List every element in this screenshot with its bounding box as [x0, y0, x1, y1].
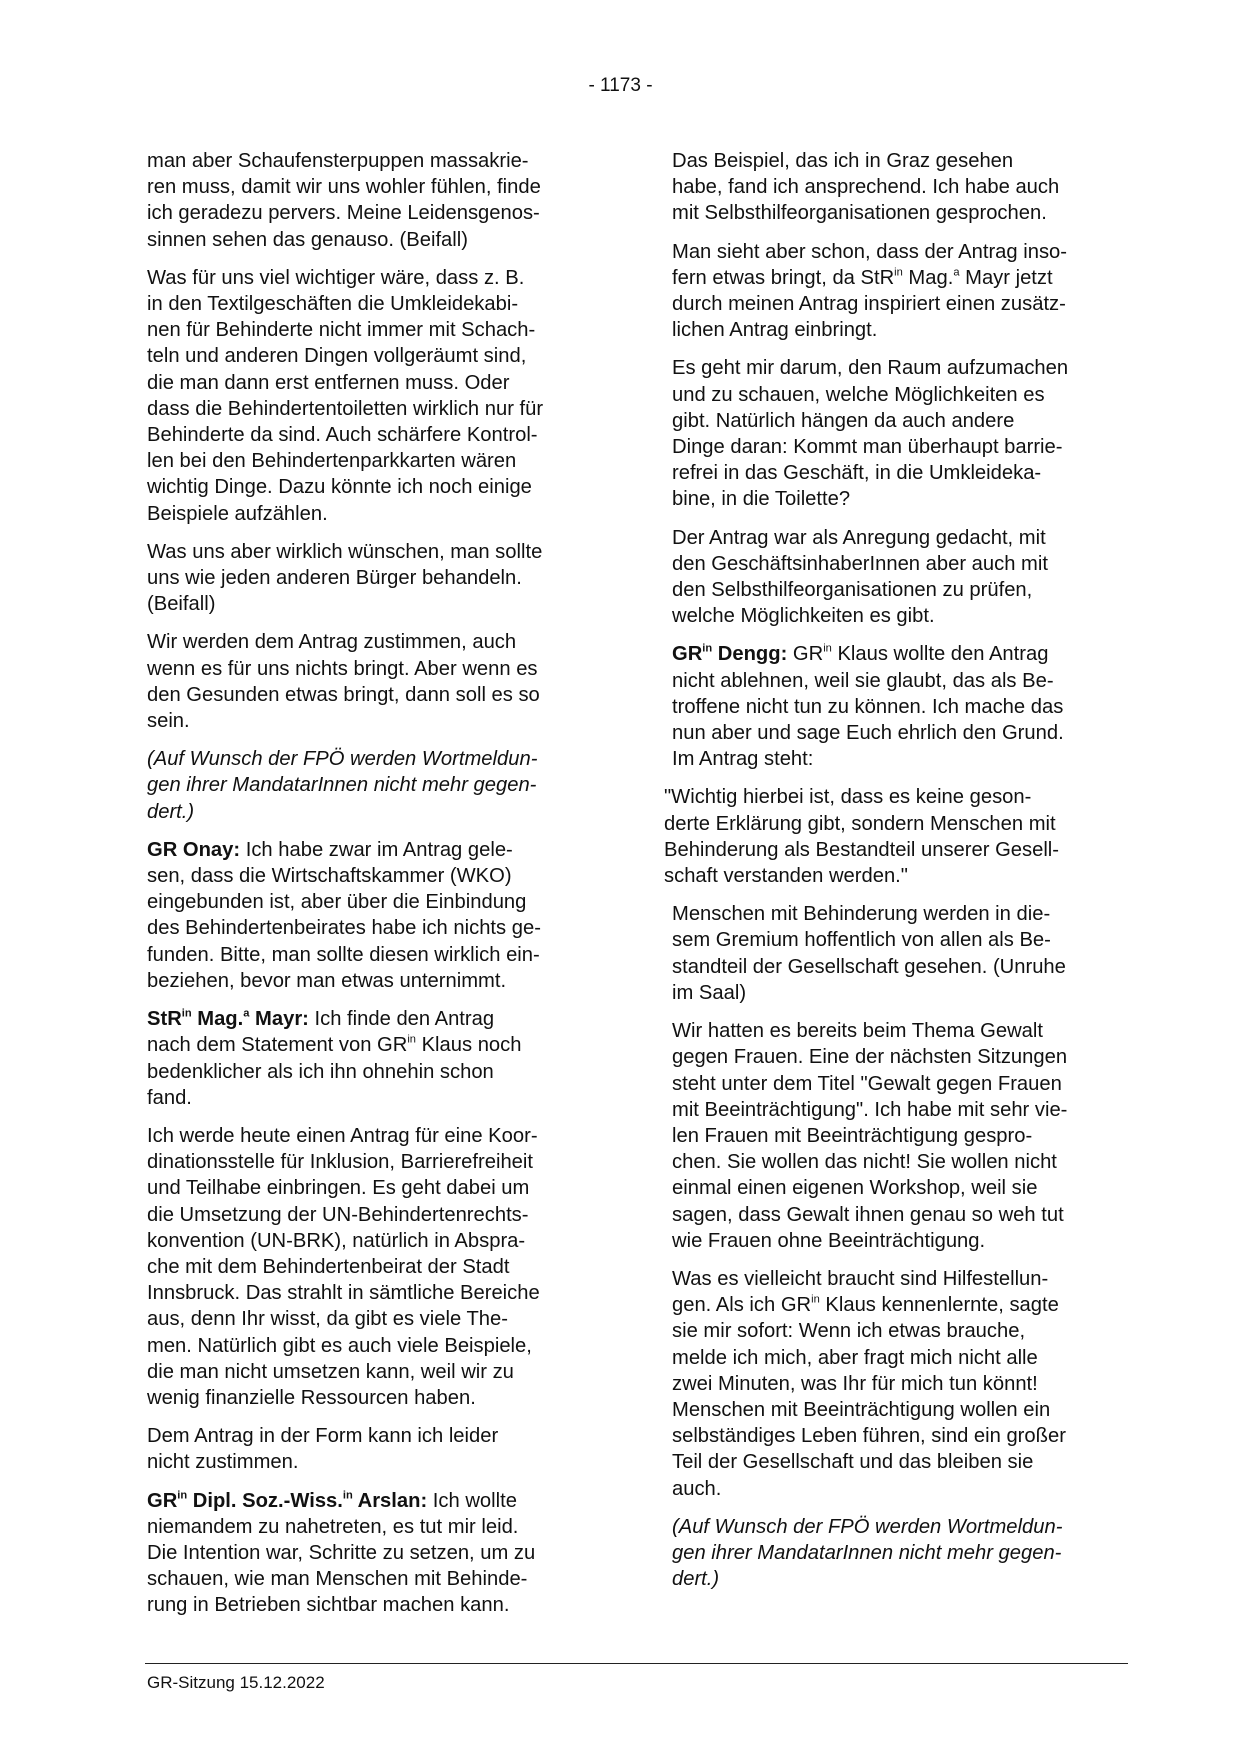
- text-run: StR: [147, 1008, 182, 1031]
- superscript: in: [181, 1007, 192, 1020]
- text-line: schaft verstanden werden.": [664, 865, 908, 888]
- text-line: [672, 293, 1066, 315]
- text-run: GR: [147, 1489, 178, 1512]
- text-line: ich geradezu pervers. Meine Leidensgenos-: [147, 202, 540, 225]
- text-line: und Teilhabe einbringen. Es geht dabei um: [147, 1177, 530, 1200]
- text-line: wie Frauen ohne Beeinträchtigung.: [672, 1229, 986, 1252]
- text-line: wichtig Dinge. Dazu könnte ich noch einige: [147, 476, 532, 499]
- text-line: [672, 1294, 1059, 1316]
- text-line: Was uns aber wirklich wünschen, man sollte: [147, 540, 543, 563]
- speaker-paragraph: [147, 1488, 595, 1619]
- text-run: bedenklicher als ich ihn ohnehin schon: [147, 1060, 494, 1083]
- paragraph: [147, 1423, 595, 1475]
- text-run: Ich finde den Antrag: [308, 1008, 495, 1031]
- text-line: Ich habe zwar im Antrag gele-: [240, 838, 513, 861]
- text-run: selbständiges Leben führen, sind ein großer: [672, 1425, 1066, 1448]
- text-line: aus, denn Ihr wisst, da gibt es viele The-: [147, 1308, 508, 1331]
- text-line: gen ihrer MandatarInnen nicht mehr gegen-: [147, 774, 537, 797]
- superscript: a: [953, 266, 960, 279]
- text-line: sein.: [147, 710, 190, 733]
- text-line: sagen, dass Gewalt ihnen genau so weh tut: [672, 1203, 1064, 1226]
- speaker-name: [147, 1490, 427, 1512]
- text-run: Klaus wollte den Antrag: [831, 643, 1049, 666]
- text-line: [672, 1347, 1038, 1369]
- text-run: Man sieht aber schon, dass der Antrag inso-: [672, 240, 1067, 263]
- right-column: [664, 148, 1120, 1604]
- text-line: [672, 722, 1064, 744]
- text-run: fand.: [147, 1086, 192, 1109]
- speaker-paragraph: [147, 1006, 595, 1111]
- speaker-paragraph: [672, 641, 1120, 772]
- superscript: in: [342, 1489, 353, 1502]
- text-run: Menschen mit Beeinträchtigung wollen ein: [672, 1398, 1051, 1421]
- text-line: len bei den Behindertenparkkarten wären: [147, 450, 517, 473]
- superscript: in: [811, 1293, 820, 1306]
- text-run: auch.: [672, 1477, 722, 1500]
- text-run: durch meinen Antrag inspiriert einen zusätz-: [672, 293, 1066, 316]
- text-line: im Saal): [672, 981, 747, 1004]
- text-run: nach dem Statement von GR: [147, 1034, 408, 1057]
- paragraph: [672, 355, 1120, 512]
- text-line: den GeschäftsinhaberInnen aber auch mit: [672, 552, 1048, 575]
- text-run: nicht ablehnen, weil sie glaubt, das als Be-: [672, 669, 1054, 692]
- text-line: mit Beeinträchtigung". Ich habe mit sehr vie-: [672, 1098, 1068, 1121]
- text-line: che mit dem Behindertenbeirat der Stadt: [147, 1255, 510, 1278]
- text-run: melde ich mich, aber fragt mich nicht alle: [672, 1346, 1038, 1369]
- text-line: Ich werde heute einen Antrag für eine Koor-: [147, 1124, 538, 1147]
- text-run: Mag.: [191, 1008, 244, 1031]
- text-line: man aber Schaufensterpuppen massakrie-: [147, 150, 529, 172]
- text-run: Teil der Gesellschaft und das bleiben sie: [672, 1451, 1034, 1474]
- text-line: [672, 1478, 721, 1500]
- text-line: sen, dass die Wirtschaftskammer (WKO): [147, 865, 512, 888]
- text-line: Das Beispiel, das ich in Graz gesehen: [672, 150, 1014, 172]
- text-line: Behinderte da sind. Auch schärfere Kontrol-: [147, 424, 538, 447]
- paragraph: [147, 1123, 595, 1411]
- superscript: in: [823, 643, 832, 656]
- superscript: a: [243, 1007, 250, 1020]
- text-line: standteil der Gesellschaft gesehen. (Unruhe: [672, 955, 1066, 978]
- text-run: Im Antrag steht:: [672, 748, 814, 771]
- text-line: funden. Bitte, man sollte diesen wirklich ein-: [147, 943, 540, 966]
- text-line: "Wichtig hierbei ist, dass es keine geson-: [664, 786, 1032, 809]
- paragraph: [672, 148, 1120, 227]
- text-line: len Frauen mit Beeinträchtigung gespro-: [672, 1124, 1033, 1147]
- text-run: GR Onay:: [147, 838, 241, 861]
- footer-divider: [145, 1663, 1128, 1664]
- text-line: derte Erklärung gibt, sondern Menschen mit: [664, 812, 1056, 835]
- text-line: dass die Behindertentoiletten wirklich nur für: [147, 397, 544, 420]
- paragraph: [147, 148, 595, 253]
- text-line: [672, 696, 1063, 718]
- text-line: ren muss, damit wir uns wohler fühlen, finde: [147, 176, 541, 199]
- text-run: GR: [672, 643, 703, 666]
- text-line: steht unter dem Titel "Gewalt gegen Frauen: [672, 1072, 1062, 1095]
- stage-direction: [147, 746, 595, 825]
- text-line: [672, 267, 1053, 289]
- text-line: Es geht mir darum, den Raum aufzumachen: [672, 357, 1069, 380]
- text-line: die Umsetzung der UN-Behindertenrechts-: [147, 1203, 529, 1226]
- text-line: [309, 1008, 494, 1030]
- text-line: (Beifall): [147, 593, 216, 616]
- text-line: gegen Frauen. Eine der nächsten Sitzungen: [672, 1046, 1068, 1069]
- text-run: zwei Minuten, was Ihr für mich tun könnt!: [672, 1372, 1038, 1395]
- text-line: [147, 1061, 494, 1083]
- paragraph: [672, 1018, 1120, 1254]
- text-line: Dem Antrag in der Form kann ich leider: [147, 1425, 499, 1448]
- text-line: [672, 1451, 1033, 1473]
- text-line: Innsbruck. Das strahlt in sämtliche Bereiche: [147, 1282, 540, 1305]
- text-line: bine, in die Toilette?: [672, 488, 851, 511]
- text-line: [672, 1399, 1050, 1421]
- text-line: Ich wollte: [427, 1489, 517, 1512]
- text-line: Wir werden dem Antrag zustimmen, auch: [147, 631, 517, 654]
- text-line: beziehen, bevor man etwas unternimmt.: [147, 969, 507, 992]
- text-run: GR: [787, 643, 824, 666]
- text-run: lichen Antrag einbringt.: [672, 319, 878, 342]
- speaker-name: [147, 1008, 309, 1030]
- text-line: mit Selbsthilfeorganisationen gesprochen.: [672, 202, 1047, 225]
- text-run: Mag.: [902, 266, 954, 289]
- footer-session-date: GR-Sitzung 15.12.2022: [147, 1673, 325, 1692]
- text-line: Was für uns viel wichtiger wäre, dass z. B.: [147, 266, 525, 289]
- speaker-name: [672, 643, 787, 665]
- text-line: sinnen sehen das genauso. (Beifall): [147, 228, 468, 251]
- superscript: in: [407, 1033, 416, 1046]
- text-line: gen ihrer MandatarInnen nicht mehr gegen-: [672, 1541, 1062, 1564]
- text-run: troffene nicht tun zu können. Ich mache das: [672, 695, 1064, 718]
- text-line: in den Textilgeschäften die Umkleidekabi-: [147, 293, 519, 316]
- text-line: Behinderung als Bestandteil unserer Gesell-: [664, 838, 1060, 861]
- text-line: [672, 1373, 1038, 1395]
- text-line: konvention (UN-BRK), natürlich in Abspra-: [147, 1229, 526, 1252]
- text-run: Mayr:: [249, 1008, 309, 1031]
- text-line: [672, 241, 1067, 263]
- left-column: [147, 148, 595, 1631]
- text-line: rung in Betrieben sichtbar machen kann.: [147, 1594, 510, 1617]
- text-line: [672, 1320, 1025, 1342]
- text-run: Arslan:: [352, 1489, 428, 1512]
- text-line: [672, 670, 1054, 692]
- text-line: refrei in das Geschäft, in die Umkleideka-: [672, 462, 1042, 485]
- paragraph: [672, 525, 1120, 630]
- text-run: fern etwas bringt, da StR: [672, 266, 895, 289]
- paragraph: [672, 239, 1120, 344]
- paragraph: [672, 1266, 1120, 1502]
- text-line: teln und anderen Dingen vollgeräumt sind,: [147, 345, 527, 368]
- text-run: gen. Als ich GR: [672, 1294, 812, 1317]
- text-line: nicht zustimmen.: [147, 1451, 299, 1474]
- superscript: in: [894, 266, 903, 279]
- text-line: [672, 748, 813, 770]
- text-line: den Selbsthilfeorganisationen zu prüfen,: [672, 579, 1033, 602]
- text-line: dinationsstelle für Inklusion, Barrierefreiheit: [147, 1151, 533, 1174]
- text-line: (Auf Wunsch der FPÖ werden Wortmeldun-: [672, 1515, 1063, 1538]
- text-run: sie mir sofort: Wenn ich etwas brauche,: [672, 1320, 1026, 1343]
- text-line: Der Antrag war als Anregung gedacht, mit: [672, 526, 1046, 549]
- text-line: [672, 1425, 1066, 1447]
- text-line: wenn es für uns nichts bringt. Aber wenn es: [147, 657, 538, 680]
- text-run: Mayr jetzt: [959, 266, 1053, 289]
- text-line: schauen, wie man Menschen mit Behinde-: [147, 1568, 528, 1591]
- speaker-paragraph: [147, 837, 595, 994]
- stage-direction: [672, 1514, 1120, 1593]
- text-run: Dengg:: [712, 643, 788, 666]
- text-line: die man dann erst entfernen muss. Oder: [147, 371, 510, 394]
- text-line: sem Gremium hoffentlich von allen als Be-: [672, 929, 1051, 952]
- text-run: Dipl. Soz.-Wiss.: [187, 1489, 343, 1512]
- text-line: und zu schauen, welche Möglichkeiten es: [672, 383, 1045, 406]
- paragraph: [147, 629, 595, 734]
- superscript: in: [177, 1489, 188, 1502]
- text-line: chen. Sie wollen das nicht! Sie wollen nicht: [672, 1151, 1057, 1174]
- text-line: men. Natürlich gibt es auch viele Beispiele,: [147, 1334, 532, 1357]
- text-line: den Gesunden etwas bringt, dann soll es so: [147, 683, 540, 706]
- page-number: - 1173 -: [588, 75, 653, 96]
- text-line: die man nicht umsetzen kann, weil wir zu: [147, 1360, 514, 1383]
- paragraph: [147, 539, 595, 618]
- text-line: Menschen mit Behinderung werden in die-: [672, 903, 1051, 926]
- paragraph: [147, 265, 595, 527]
- text-line: gibt. Natürlich hängen da auch andere: [672, 409, 1015, 432]
- paragraph: [672, 901, 1120, 1006]
- text-run: Klaus kennenlernte, sagte: [819, 1294, 1059, 1317]
- text-line: [147, 1034, 521, 1056]
- text-line: welche Möglichkeiten es gibt.: [672, 605, 935, 628]
- text-line: dert.): [672, 1568, 720, 1591]
- text-line: niemandem zu nahetreten, es tut mir leid.: [147, 1515, 519, 1538]
- text-run: nun aber und sage Euch ehrlich den Grund.: [672, 722, 1064, 745]
- text-line: Wir hatten es bereits beim Thema Gewalt: [672, 1020, 1044, 1043]
- text-line: des Behindertenbeirates habe ich nichts ge-: [147, 917, 541, 940]
- text-line: einmal einen eigenen Workshop, weil sie: [672, 1177, 1038, 1200]
- text-line: (Auf Wunsch der FPÖ werden Wortmeldun-: [147, 748, 538, 771]
- text-line: uns wie jeden anderen Bürger behandeln.: [147, 567, 522, 590]
- text-line: [672, 1268, 1048, 1290]
- text-line: [147, 1087, 192, 1109]
- text-line: habe, fand ich ansprechend. Ich habe auch: [672, 176, 1060, 199]
- text-line: [672, 319, 877, 341]
- text-run: Klaus noch: [415, 1034, 522, 1057]
- text-line: wenig finanzielle Ressourcen haben.: [147, 1386, 476, 1409]
- superscript: in: [702, 643, 713, 656]
- quoted-paragraph: [664, 784, 1120, 889]
- text-line: dert.): [147, 800, 195, 823]
- text-line: Beispiele aufzählen.: [147, 502, 328, 525]
- text-line: eingebunden ist, aber über die Einbindung: [147, 891, 527, 914]
- text-line: nen für Behinderte nicht immer mit Schach-: [147, 319, 536, 342]
- speaker-name: [147, 839, 240, 861]
- text-line: Die Intention war, Schritte zu setzen, um zu: [147, 1541, 536, 1564]
- text-line: Dinge daran: Kommt man überhaupt barrie-: [672, 436, 1063, 459]
- text-run: Was es vielleicht braucht sind Hilfestellun-: [672, 1267, 1049, 1290]
- text-line: [787, 643, 1048, 665]
